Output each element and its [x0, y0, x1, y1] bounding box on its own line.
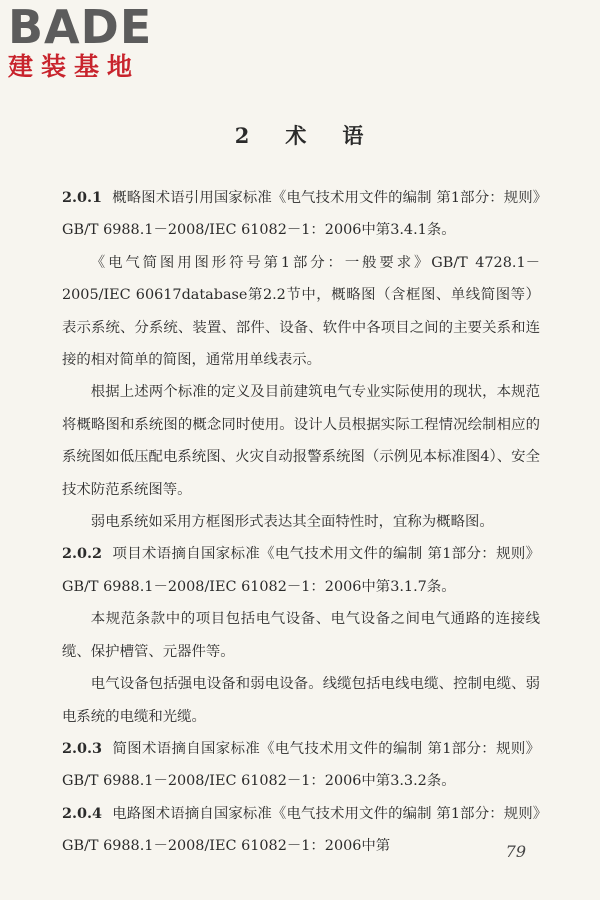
paragraph: 本规范条款中的项目包括电气设备、电气设备之间电气通路的连接线缆、保护槽管、元器件等。 [62, 611, 540, 660]
clause-2-0-4 [62, 798, 540, 863]
clause-text: 电路图术语摘自国家标准《电气技术用文件的编制 第1部分：规则》GB/T 6988.1－2008/IEC 61082－1：2006中第 [62, 805, 540, 855]
clause-2-0-2 [62, 538, 540, 603]
paragraph: 根据上述两个标准的定义及目前建筑电气专业实际使用的现状，本规范将概略图和系统图的概念同时使用。设计人员根据实际工程情况绘制相应的系统图如低压配电系统图、火灾自动报警系统图（示例见本标准图4）、安全技术防范系统图等。 [62, 384, 540, 498]
clause-number: 2.0.2 [62, 545, 103, 563]
paragraph: 电气设备包括强电设备和弱电设备。线缆包括电线电缆、控制电缆、弱电系统的电缆和光缆。 [62, 676, 540, 725]
paragraph: 弱电系统如采用方框图形式表达其全面特性时，宜称为概略图。 [90, 514, 494, 531]
bade-logo [8, 0, 178, 82]
clause-2-0-3 [62, 733, 540, 798]
page-number: 79 [505, 842, 526, 861]
clause-number: 2.0.4 [62, 804, 103, 822]
page-body [62, 182, 540, 863]
logo-wordmark: BADE [8, 0, 153, 54]
logo-subtitle: 建装基地 [8, 52, 141, 81]
clause-text: 项目术语摘自国家标准《电气技术用文件的编制 第1部分：规则》GB/T 6988.1－2008/IEC 61082－1：2006中第3.1.7条。 [62, 546, 540, 595]
chapter-title-char-1: 术 [285, 123, 309, 148]
chapter-title-char-2: 语 [342, 123, 366, 148]
chapter-number: 2 [234, 123, 252, 148]
clause-text: 简图术语摘自国家标准《电气技术用文件的编制 第1部分：规则》GB/T 6988.1－2008/IEC 61082－1：2006中第3.3.2条。 [62, 740, 540, 790]
clause-number: 2.0.3 [62, 739, 103, 757]
chapter-title [0, 120, 600, 150]
clause-2-0-1 [62, 182, 540, 247]
clause-number: 2.0.1 [62, 189, 103, 206]
paragraph: 《电气简图用图形符号第1部分：一般要求》GB/T 4728.1－2005/IEC 60617database第2.2节中，概略图（含框图、单线简图等）表示系统、分系统、装置、部件、设备、软件中各项目之间的主要关系和连接的相对简单的简图，通常用单线表示。 [62, 254, 540, 369]
clause-text: 概略图术语引用国家标准《电气技术用文件的编制 第1部分：规则》GB/T 6988.1－2008/IEC 61082－1：2006中第3.4.1条。 [62, 190, 540, 239]
